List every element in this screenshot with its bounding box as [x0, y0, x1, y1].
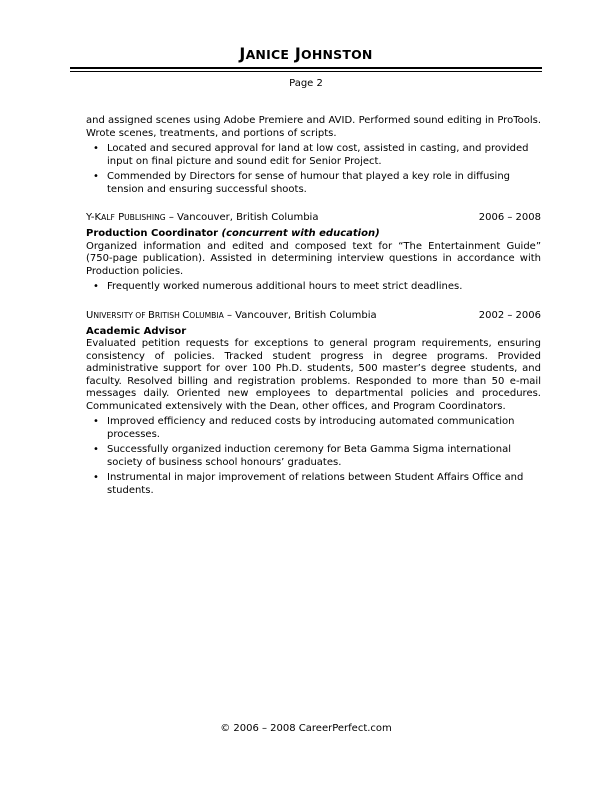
bullet-icon: •: [93, 171, 99, 182]
job-description: Evaluated petition requests for exceptions to general program requirements, ensuring consistency of policies. Tracked student progress in degree programs. Provided administrative support for over 100 Ph.D. students, 500 master’s degree students, and faculty. Resolved billing and registration problems. Responded to more than 50 e-mail messages daily. Oriented new employees to departmental policies and procedures. Communicated extensively with the Dean, other offices, and Program Coordinators.: [86, 338, 541, 412]
bullet-text: Located and secured approval for land at low cost, assisted in casting, and provided input on final picture and sound edit for Senior Project.: [107, 143, 529, 167]
list-item: [86, 171, 541, 196]
name-last-initial: J: [294, 44, 301, 63]
job-dates: 2002 – 2006: [478, 309, 541, 321]
job-title: Production Coordinator (concurrent with education): [86, 228, 380, 239]
name-first-rest: ANICE: [245, 47, 290, 62]
employer: UNIVERSITY OF BRITISH COLUMBIA – Vancouver, British Columbia: [86, 309, 377, 321]
name-last-rest: OHNSTON: [301, 47, 373, 62]
employer-location: – Vancouver, British Columbia: [223, 309, 377, 321]
job-description: Organized information and edited and composed text for “The Entertainment Guide” (750-page publication). Assisted in determining interview questions in accordance with Production policies.: [86, 240, 541, 277]
bullet-text: Commended by Directors for sense of humour that played a key role in diffusing tension and ensuring successful shoots.: [107, 171, 511, 195]
job-header: [86, 310, 541, 323]
bullet-icon: •: [93, 281, 99, 292]
job-title: Academic Advisor: [86, 325, 187, 337]
intro-bullets: [86, 143, 541, 196]
bullet-text: Successfully organized induction ceremony for Beta Gamma Sigma international society of business school honours’ graduates.: [107, 444, 511, 468]
resume-body: [86, 115, 541, 500]
bullet-text: Instrumental in major improvement of relations between Student Affairs Office and students.: [107, 472, 524, 496]
page-number: Page 2: [289, 78, 323, 89]
bullet-text: Frequently worked numerous additional hours to meet strict deadlines.: [107, 281, 463, 292]
list-item: [86, 472, 541, 497]
header-rule-thin: [70, 71, 542, 72]
job-dates: 2006 – 2008: [478, 212, 541, 223]
list-item: [86, 416, 541, 441]
job-header: [86, 212, 541, 225]
footer-copyright: © 2006 – 2008 CareerPerfect.com: [220, 723, 392, 734]
header-rule-thick: [70, 67, 542, 69]
list-item: [86, 281, 541, 294]
bullet-icon: •: [93, 416, 99, 427]
name-first-initial: J: [239, 44, 246, 63]
job-bullets: [86, 281, 541, 294]
list-item: [86, 143, 541, 168]
intro-paragraph: and assigned scenes using Adobe Premiere and AVID. Performed sound editing in ProTools. Wrote scenes, treatments, and portions of scripts.: [86, 115, 541, 139]
list-item: [86, 444, 541, 469]
bullet-text: Improved efficiency and reduced costs by introducing automated communication processes.: [107, 416, 515, 440]
bullet-icon: •: [93, 472, 99, 483]
job-title-note: (concurrent with education): [221, 228, 380, 239]
candidate-name: [0, 44, 612, 63]
bullet-icon: •: [93, 143, 99, 154]
employer: Y-KALF PUBLISHING – Vancouver, British Columbia: [86, 212, 319, 223]
job-bullets: [86, 416, 541, 497]
employer-location: – Vancouver, British Columbia: [165, 212, 319, 223]
bullet-icon: •: [93, 444, 99, 455]
